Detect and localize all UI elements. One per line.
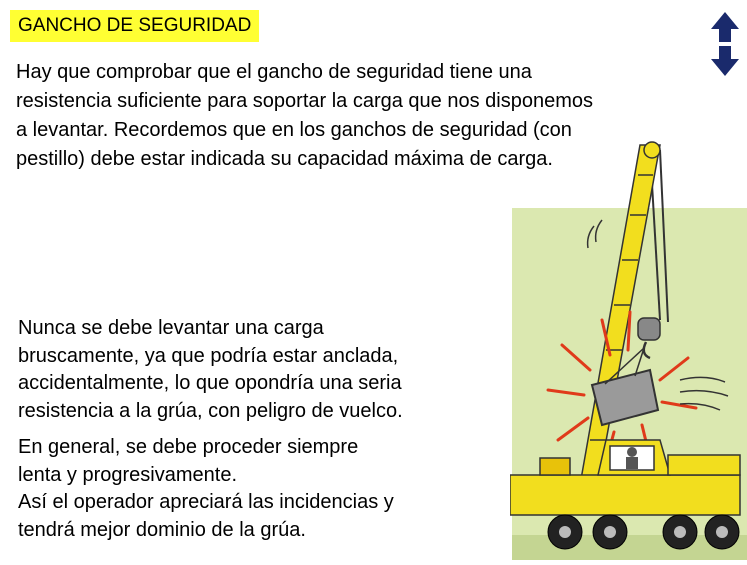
page-title: GANCHO DE SEGURIDAD [10,10,259,42]
operator-icon [626,447,638,469]
paragraph-safety-hook: Hay que comprobar que el gancho de seguridad tiene una resistencia suficiente para soportar la carga que nos disponemos a levantar. Recordemos que en los ganchos de seguridad (con pestillo) debe estar indicada su capacidad máxima de carga. [16,61,593,170]
nav-arrows [706,10,744,78]
crane-illustration [510,140,747,560]
paragraph-progressive-lift: En general, se debe proceder siempre lenta y progresivamente. Así el operador apreciará las incidencias y tendrá mejor dominio de la grúa. [18,436,394,541]
arrow-down-icon[interactable] [706,44,744,78]
arrow-up-icon[interactable] [706,10,744,44]
paragraph-lift-warning: Nunca se debe levantar una carga bruscamente, ya que podría estar anclada, accidentalmente, lo que opondría una seria resistencia a la grúa, con peligro de vuelco. [18,317,403,422]
